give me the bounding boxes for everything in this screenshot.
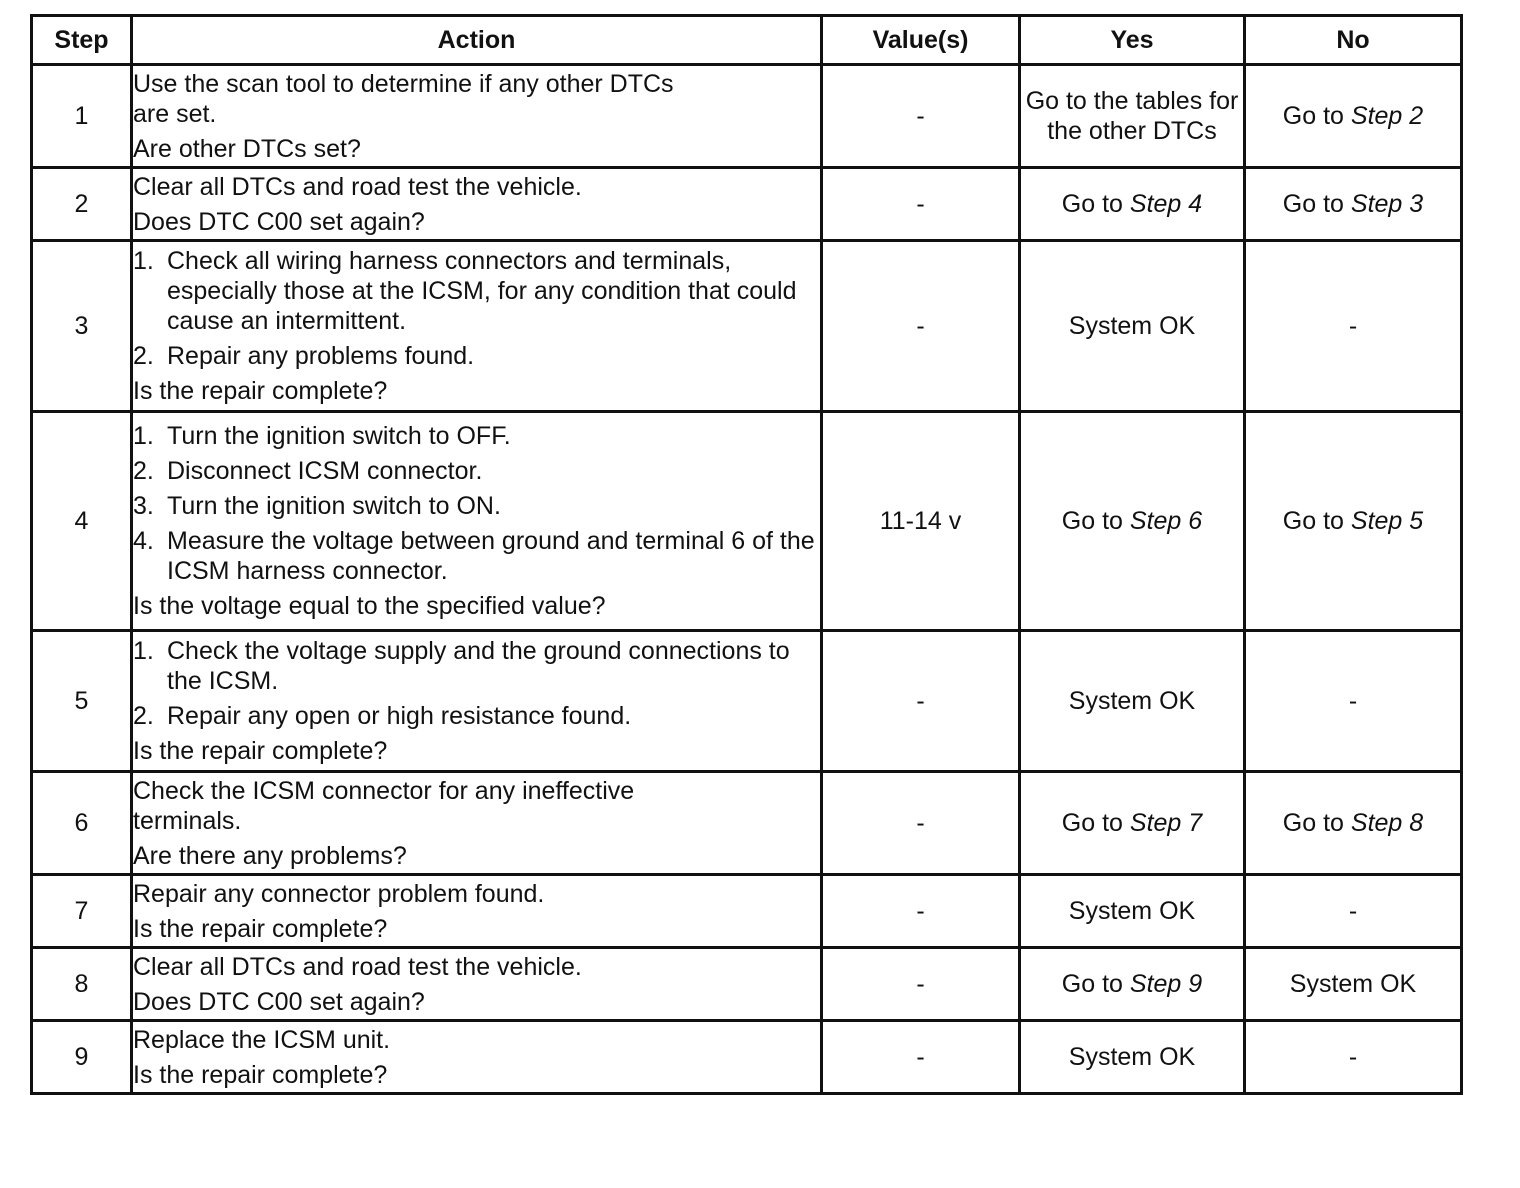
goto-prefix: Go to xyxy=(1061,809,1123,837)
no-cell xyxy=(1245,65,1462,168)
goto-step-link: Step 4 xyxy=(1129,190,1203,218)
action-list-item: 3. Turn the ignition switch to ON. xyxy=(133,492,501,520)
diagnostic-table xyxy=(30,14,1463,1095)
table-row xyxy=(32,631,1462,772)
action-list-item: 2. Disconnect ICSM connector. xyxy=(133,457,483,485)
value-cell: - xyxy=(822,65,1020,168)
no-cell xyxy=(1245,412,1462,631)
value-cell: - xyxy=(822,241,1020,412)
action-cell xyxy=(132,168,822,241)
action-text: terminals. xyxy=(133,806,242,835)
action-question: Are there any problems? xyxy=(133,841,407,870)
step-number: 5 xyxy=(32,631,132,772)
header-row xyxy=(32,16,1462,65)
goto-prefix: Go to xyxy=(1282,809,1344,837)
yes-cell: System OK xyxy=(1020,631,1245,772)
yes-cell: Go to the tables for the other DTCs xyxy=(1020,65,1245,168)
action-text: Replace the ICSM unit. xyxy=(133,1025,391,1054)
step-number: 4 xyxy=(32,412,132,631)
action-question: Are other DTCs set? xyxy=(133,134,361,163)
action-question: Does DTC C00 set again? xyxy=(133,987,425,1016)
header-step: Step xyxy=(32,16,132,65)
action-question: Is the voltage equal to the specified value? xyxy=(133,592,606,620)
goto-prefix: Go to xyxy=(1061,507,1123,535)
step-number: 3 xyxy=(32,241,132,412)
header-values: Value(s) xyxy=(822,16,1020,65)
yes-cell: System OK xyxy=(1020,241,1245,412)
value-cell: 11-14 v xyxy=(822,412,1020,631)
table-row xyxy=(32,948,1462,1021)
table-row xyxy=(32,1021,1462,1094)
step-number: 1 xyxy=(32,65,132,168)
action-cell xyxy=(132,875,822,948)
header-action: Action xyxy=(132,16,822,65)
action-question: Is the repair complete? xyxy=(133,914,388,943)
no-cell xyxy=(1245,168,1462,241)
action-question: Is the repair complete? xyxy=(133,377,388,405)
action-list-item: 4. Measure the voltage between ground and terminal 6 of the ICSM harness connector. xyxy=(133,527,815,585)
action-cell xyxy=(132,631,822,772)
no-cell xyxy=(1245,772,1462,875)
goto-prefix: Go to xyxy=(1282,190,1344,218)
action-list-item: 1. Turn the ignition switch to OFF. xyxy=(133,422,511,450)
goto-prefix: Go to xyxy=(1061,970,1123,998)
goto-step-link: Step 9 xyxy=(1129,970,1203,998)
step-number: 9 xyxy=(32,1021,132,1094)
table-row xyxy=(32,241,1462,412)
action-cell xyxy=(132,948,822,1021)
goto-prefix: Go to xyxy=(1282,507,1344,535)
goto-step-link: Step 8 xyxy=(1350,809,1424,837)
action-question: Is the repair complete? xyxy=(133,1060,388,1089)
no-cell: System OK xyxy=(1245,948,1462,1021)
step-number: 8 xyxy=(32,948,132,1021)
action-list-item: 2. Repair any problems found. xyxy=(133,342,475,370)
step-number: 2 xyxy=(32,168,132,241)
yes-cell xyxy=(1020,948,1245,1021)
yes-cell xyxy=(1020,772,1245,875)
goto-step-link: Step 3 xyxy=(1350,190,1424,218)
action-question: Is the repair complete? xyxy=(133,737,388,765)
action-text: Check the ICSM connector for any ineffective xyxy=(133,776,635,805)
no-cell: - xyxy=(1245,875,1462,948)
value-cell: - xyxy=(822,948,1020,1021)
goto-step-link: Step 5 xyxy=(1350,507,1424,535)
value-cell: - xyxy=(822,875,1020,948)
action-question: Does DTC C00 set again? xyxy=(133,207,425,236)
table-row xyxy=(32,772,1462,875)
step-number: 7 xyxy=(32,875,132,948)
action-cell xyxy=(132,772,822,875)
yes-cell: System OK xyxy=(1020,875,1245,948)
action-list-item: 1. Check the voltage supply and the ground connections to the ICSM. xyxy=(133,637,790,695)
yes-cell xyxy=(1020,168,1245,241)
value-cell: - xyxy=(822,168,1020,241)
yes-cell: System OK xyxy=(1020,1021,1245,1094)
value-cell: - xyxy=(822,1021,1020,1094)
table-row xyxy=(32,875,1462,948)
no-cell: - xyxy=(1245,241,1462,412)
table-row xyxy=(32,412,1462,631)
goto-step-link: Step 2 xyxy=(1350,102,1424,130)
step-number: 6 xyxy=(32,772,132,875)
action-text: Clear all DTCs and road test the vehicle. xyxy=(133,952,582,981)
action-list-item: 1. Check all wiring harness connectors and terminals, especially those at the ICSM, for any condition that could cause an intermittent. xyxy=(133,247,797,335)
yes-cell xyxy=(1020,412,1245,631)
value-cell: - xyxy=(822,631,1020,772)
action-text: are set. xyxy=(133,99,217,128)
goto-prefix: Go to xyxy=(1061,190,1123,218)
header-yes: Yes xyxy=(1020,16,1245,65)
action-cell xyxy=(132,412,822,631)
goto-prefix: Go to xyxy=(1282,102,1344,130)
goto-step-link: Step 7 xyxy=(1129,809,1203,837)
no-cell: - xyxy=(1245,1021,1462,1094)
action-list-item: 2. Repair any open or high resistance found. xyxy=(133,702,632,730)
table-row xyxy=(32,168,1462,241)
action-cell xyxy=(132,65,822,168)
action-text: Clear all DTCs and road test the vehicle. xyxy=(133,172,582,201)
action-cell xyxy=(132,1021,822,1094)
action-text: Repair any connector problem found. xyxy=(133,879,545,908)
action-cell xyxy=(132,241,822,412)
value-cell: - xyxy=(822,772,1020,875)
table-row xyxy=(32,65,1462,168)
goto-step-link: Step 6 xyxy=(1129,507,1203,535)
header-no: No xyxy=(1245,16,1462,65)
action-text: Use the scan tool to determine if any other DTCs xyxy=(133,69,674,98)
no-cell: - xyxy=(1245,631,1462,772)
